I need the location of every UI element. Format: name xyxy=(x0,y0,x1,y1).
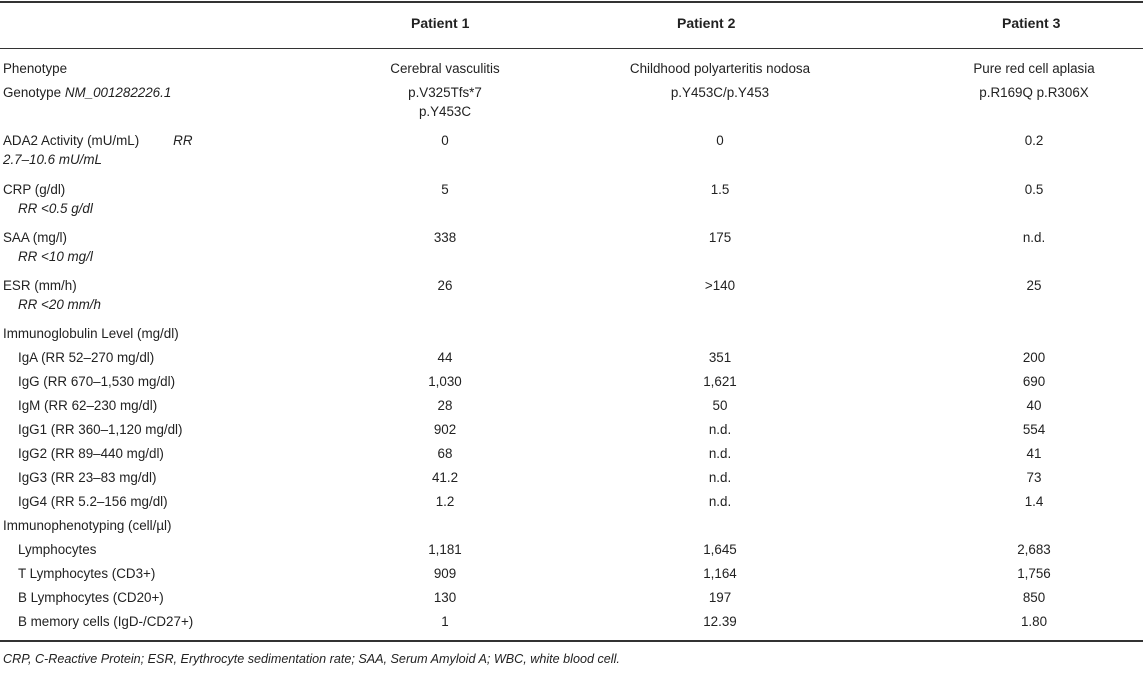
table-bottom-rule xyxy=(0,640,1143,642)
cell-patient-1: 0 xyxy=(441,133,449,148)
row-label: ESR (mm/h) RR <20 mm/h xyxy=(3,278,101,312)
row-label: Genotype NM_001282226.1 xyxy=(3,85,172,100)
cell-patient-2: 175 xyxy=(708,230,732,245)
row-label: Phenotype xyxy=(3,61,68,76)
cell-patient-2: 50 xyxy=(712,398,728,413)
cell-patient-3: Pure red cell aplasia xyxy=(973,61,1095,76)
cell-patient-3: p.R169Q p.R306X xyxy=(979,85,1089,100)
cell-patient-2: 1,621 xyxy=(703,374,737,389)
row-label: IgA (RR 52–270 mg/dl) xyxy=(18,350,155,365)
cell-patient-2: p.Y453C/p.Y453 xyxy=(670,85,770,100)
header-patient-3: Patient 3 xyxy=(1002,15,1061,31)
row-label: ADA2 Activity (mU/mL) RR 2.7–10.6 mU/mL xyxy=(3,133,193,167)
cell-patient-3: 0.2 xyxy=(1024,133,1044,148)
table-header-row xyxy=(0,0,1143,50)
row-label: B memory cells (IgD-/CD27+) xyxy=(18,614,194,629)
cell-patient-1: 5 xyxy=(441,182,449,197)
row-label: CRP (g/dl) RR <0.5 g/dl xyxy=(3,182,93,216)
cell-patient-3: 200 xyxy=(1022,350,1046,365)
row-label: IgG1 (RR 360–1,120 mg/dl) xyxy=(18,422,183,437)
cell-patient-2: n.d. xyxy=(708,470,732,485)
cell-patient-2: 197 xyxy=(708,590,732,605)
cell-patient-3: 25 xyxy=(1026,278,1042,293)
reference-range: RR <10 mg/l xyxy=(18,249,93,264)
cell-patient-2: 1,645 xyxy=(703,542,737,557)
cell-patient-3: 40 xyxy=(1026,398,1042,413)
cell-patient-3: 690 xyxy=(1022,374,1046,389)
cell-patient-3: 0.5 xyxy=(1024,182,1044,197)
row-label: IgG (RR 670–1,530 mg/dl) xyxy=(18,374,176,389)
row-label: Immunophenotyping (cell/µl) xyxy=(3,518,172,533)
row-label: Immunoglobulin Level (mg/dl) xyxy=(3,326,179,341)
table-footnote: CRP, C-Reactive Protein; ESR, Erythrocyte sedimentation rate; SAA, Serum Amyloid A; WBC, white blood cell. xyxy=(3,652,620,666)
cell-patient-2: >140 xyxy=(704,278,736,293)
cell-patient-1: 130 xyxy=(433,590,457,605)
cell-patient-2: 0 xyxy=(716,133,724,148)
cell-patient-2: 1.5 xyxy=(710,182,730,197)
row-label: IgG4 (RR 5.2–156 mg/dl) xyxy=(18,494,168,509)
row-label: IgG3 (RR 23–83 mg/dl) xyxy=(18,470,157,485)
reference-range: RR <0.5 g/dl xyxy=(18,201,93,216)
cell-patient-3: 1.80 xyxy=(1020,614,1048,629)
cell-patient-2: Childhood polyarteritis nodosa xyxy=(629,61,811,76)
cell-patient-3: 41 xyxy=(1026,446,1042,461)
cell-patient-3: 1,756 xyxy=(1017,566,1051,581)
header-patient-1: Patient 1 xyxy=(411,15,470,31)
cell-patient-1: 41.2 xyxy=(431,470,459,485)
row-label: SAA (mg/l) RR <10 mg/l xyxy=(3,230,93,264)
cell-patient-1: 28 xyxy=(437,398,453,413)
row-label: T Lymphocytes (CD3+) xyxy=(18,566,156,581)
cell-patient-2: n.d. xyxy=(708,446,732,461)
cell-patient-3: 850 xyxy=(1022,590,1046,605)
cell-patient-3: 2,683 xyxy=(1017,542,1051,557)
cell-patient-1: Cerebral vasculitis xyxy=(390,61,500,76)
reference-range: 2.7–10.6 mU/mL xyxy=(3,152,102,167)
header-rule xyxy=(0,48,1143,49)
cell-patient-1: 902 xyxy=(433,422,457,437)
cell-patient-3: 1.4 xyxy=(1024,494,1044,509)
cell-patient-1: 1.2 xyxy=(435,494,455,509)
row-label: Lymphocytes xyxy=(18,542,97,557)
row-label: IgM (RR 62–230 mg/dl) xyxy=(18,398,158,413)
cell-patient-2: n.d. xyxy=(708,422,732,437)
cell-patient-1: p.V325Tfs*7 p.Y453C xyxy=(408,85,482,119)
reference-range: RR <20 mm/h xyxy=(18,297,101,312)
cell-patient-1: 1,181 xyxy=(428,542,462,557)
header-patient-2: Patient 2 xyxy=(677,15,736,31)
row-label: IgG2 (RR 89–440 mg/dl) xyxy=(18,446,164,461)
cell-patient-1: 338 xyxy=(433,230,457,245)
cell-patient-1: 68 xyxy=(437,446,453,461)
cell-patient-2: 12.39 xyxy=(703,614,737,629)
cell-patient-3: n.d. xyxy=(1022,230,1046,245)
row-label: B Lymphocytes (CD20+) xyxy=(18,590,164,605)
cell-patient-2: 1,164 xyxy=(703,566,737,581)
transcript-id: NM_001282226.1 xyxy=(64,85,172,100)
cell-patient-2: n.d. xyxy=(708,494,732,509)
cell-patient-1: 26 xyxy=(437,278,453,293)
cell-patient-3: 73 xyxy=(1026,470,1042,485)
cell-patient-1: 909 xyxy=(433,566,457,581)
cell-patient-2: 351 xyxy=(708,350,732,365)
cell-patient-1: 1,030 xyxy=(428,374,462,389)
cell-patient-1: 1 xyxy=(441,614,449,629)
cell-patient-1: 44 xyxy=(437,350,453,365)
cell-patient-3: 554 xyxy=(1022,422,1046,437)
